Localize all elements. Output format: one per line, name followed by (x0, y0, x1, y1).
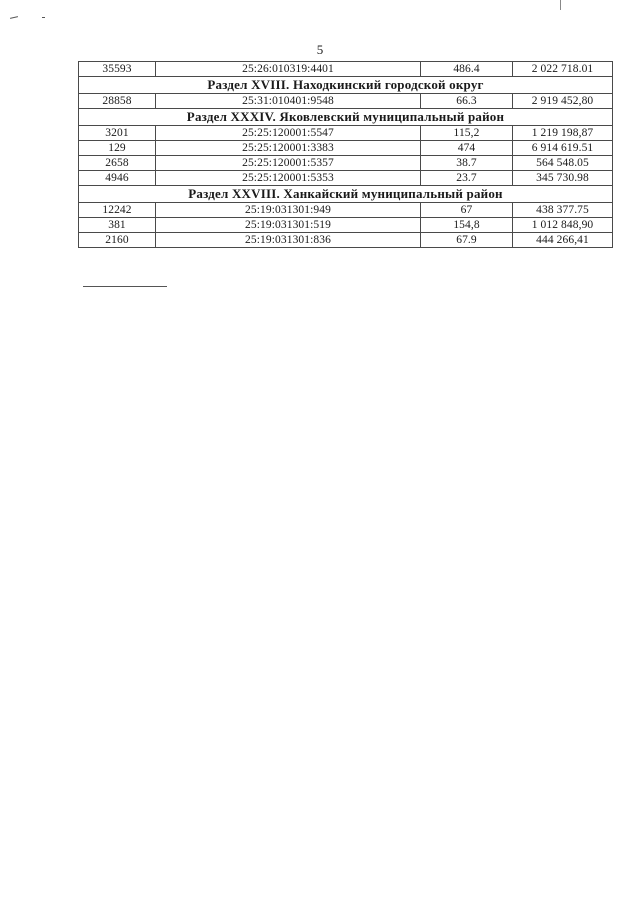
section-heading: Раздел XXVIII. Ханкайский муниципальный район (79, 186, 613, 203)
cadastral-value-cell: 345 730.98 (513, 171, 613, 186)
area-cell: 38.7 (421, 156, 513, 171)
area-cell: 67.9 (421, 233, 513, 248)
cadastral-number-cell: 25:25:120001:3383 (156, 141, 421, 156)
cadastral-number-cell: 25:19:031301:836 (156, 233, 421, 248)
scan-speck (42, 17, 45, 18)
row-id-cell: 28858 (79, 94, 156, 109)
area-cell: 23.7 (421, 171, 513, 186)
footnote-rule (83, 286, 167, 287)
table-row (79, 141, 613, 156)
cadastral-number-cell: 25:25:120001:5353 (156, 171, 421, 186)
section-heading-row (79, 186, 613, 203)
table-row (79, 94, 613, 109)
page-number: 5 (316, 42, 324, 57)
cadastral-value-cell: 438 377.75 (513, 203, 613, 218)
cadastral-value-cell: 2 919 452,80 (513, 94, 613, 109)
scan-speck (10, 16, 18, 19)
cadastral-value-cell: 2 022 718.01 (513, 62, 613, 77)
table-row (79, 156, 613, 171)
cadastral-number-cell: 25:19:031301:949 (156, 203, 421, 218)
table-row (79, 218, 613, 233)
section-heading: Раздел XVIII. Находкинский городской округ (79, 77, 613, 94)
table-row (79, 62, 613, 77)
cadastral-number-cell: 25:25:120001:5357 (156, 156, 421, 171)
registry-table-body (79, 62, 613, 248)
section-heading-row (79, 109, 613, 126)
area-cell: 154,8 (421, 218, 513, 233)
section-heading-row (79, 77, 613, 94)
row-id-cell: 2658 (79, 156, 156, 171)
area-cell: 474 (421, 141, 513, 156)
section-heading: Раздел XXXIV. Яковлевский муниципальный район (79, 109, 613, 126)
cadastral-number-cell: 25:19:031301:519 (156, 218, 421, 233)
row-id-cell: 3201 (79, 126, 156, 141)
cadastral-number-cell: 25:25:120001:5547 (156, 126, 421, 141)
area-cell: 66.3 (421, 94, 513, 109)
row-id-cell: 129 (79, 141, 156, 156)
cadastral-value-cell: 564 548.05 (513, 156, 613, 171)
property-registry-table (78, 61, 613, 248)
cadastral-value-cell: 6 914 619.51 (513, 141, 613, 156)
cadastral-value-cell: 1 012 848,90 (513, 218, 613, 233)
row-id-cell: 35593 (79, 62, 156, 77)
scan-edge-mark (560, 0, 561, 10)
cadastral-value-cell: 1 219 198,87 (513, 126, 613, 141)
table-row (79, 233, 613, 248)
cadastral-number-cell: 25:26:010319:4401 (156, 62, 421, 77)
table-row (79, 171, 613, 186)
table-row (79, 203, 613, 218)
area-cell: 115,2 (421, 126, 513, 141)
row-id-cell: 381 (79, 218, 156, 233)
cadastral-number-cell: 25:31:010401:9548 (156, 94, 421, 109)
row-id-cell: 4946 (79, 171, 156, 186)
table-row (79, 126, 613, 141)
area-cell: 67 (421, 203, 513, 218)
row-id-cell: 2160 (79, 233, 156, 248)
cadastral-value-cell: 444 266,41 (513, 233, 613, 248)
row-id-cell: 12242 (79, 203, 156, 218)
area-cell: 486.4 (421, 62, 513, 77)
